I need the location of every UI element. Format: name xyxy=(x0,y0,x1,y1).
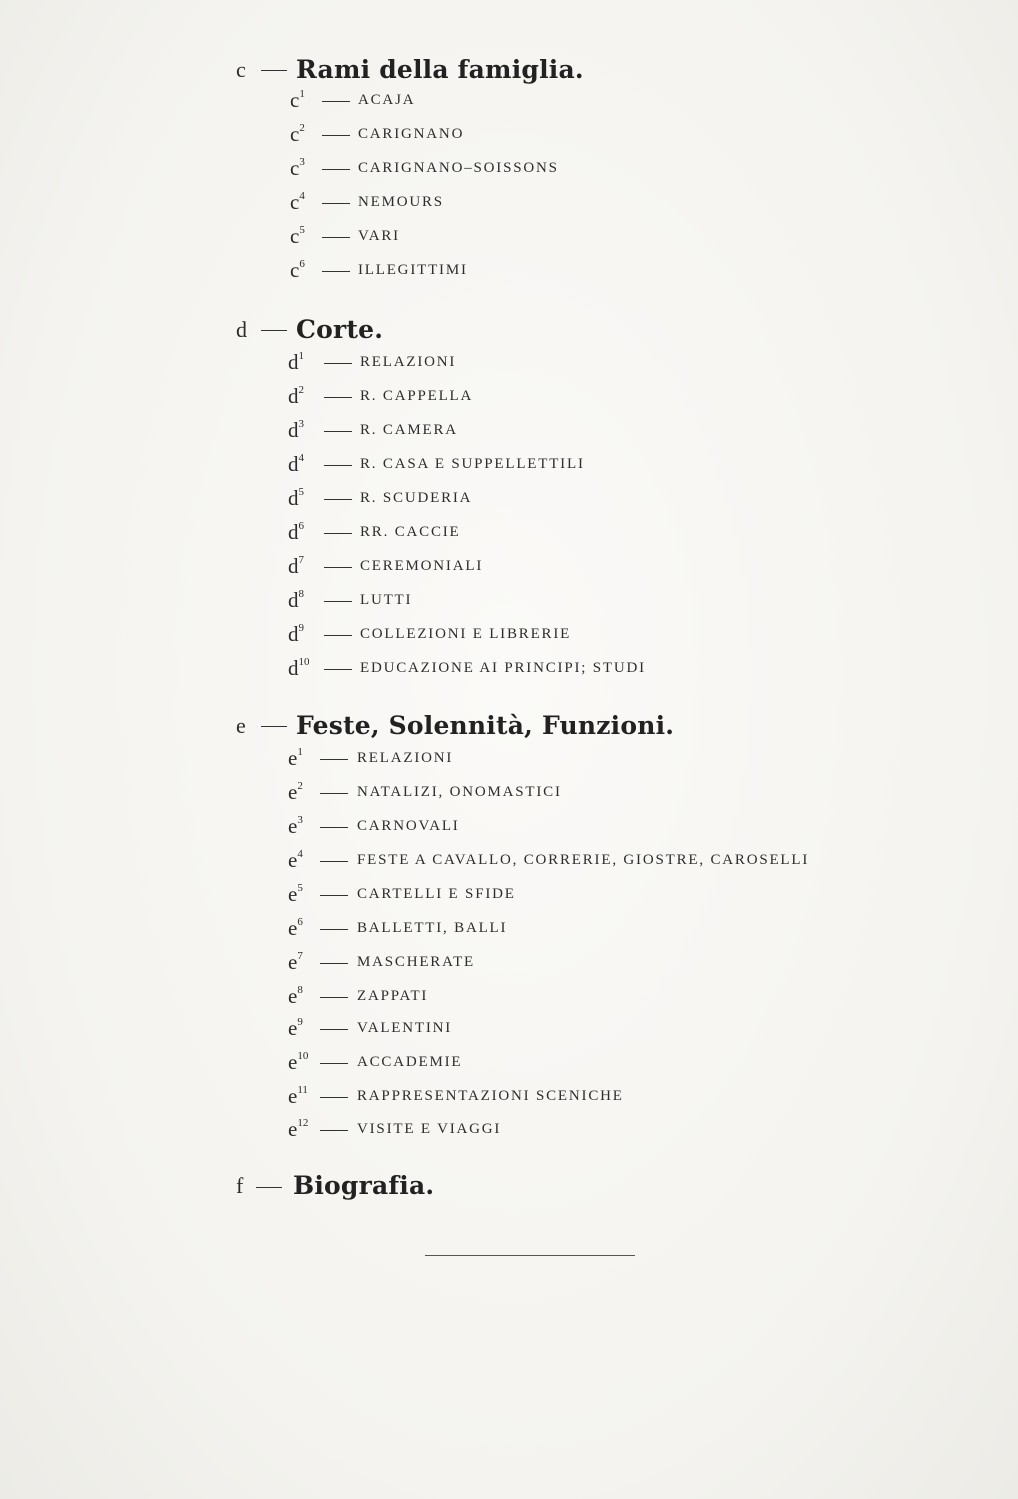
item-label: EDUCAZIONE AI PRINCIPI; STUDI xyxy=(360,660,646,676)
item-label: MASCHERATE xyxy=(357,954,476,970)
item-label: NATALIZI, ONOMASTICI xyxy=(357,784,562,800)
dash xyxy=(320,793,348,794)
item-code: $d^7$ xyxy=(288,554,304,578)
dash xyxy=(320,827,348,828)
dash xyxy=(320,1029,348,1030)
dash xyxy=(324,669,352,670)
item-code: $d^2$ xyxy=(288,384,304,408)
dash xyxy=(261,726,287,727)
item-label: R. CAPPELLA xyxy=(360,388,474,404)
item-code: $d^6$ xyxy=(288,520,304,544)
item-code: $d^1$ xyxy=(288,350,304,374)
item-label: COLLEZIONI E LIBRERIE xyxy=(360,626,572,642)
dash xyxy=(320,861,348,862)
item-label: ACCADEMIE xyxy=(357,1054,463,1070)
section-letter: d xyxy=(236,317,247,342)
dash xyxy=(324,635,352,636)
item-label: R. SCUDERIA xyxy=(360,490,473,506)
item-label: CARIGNANO–SOISSONS xyxy=(358,160,559,176)
dash xyxy=(261,70,287,71)
item-label: ILLEGITTIMI xyxy=(358,262,468,278)
item-code: $e^4$ xyxy=(288,848,303,872)
item-label: CARIGNANO xyxy=(358,126,465,142)
item-code: $d^3$ xyxy=(288,418,304,442)
item-code: $d^8$ xyxy=(288,588,304,612)
section-title: Corte. xyxy=(296,315,384,344)
dash xyxy=(322,169,350,170)
dash xyxy=(324,431,352,432)
dash xyxy=(324,499,352,500)
dash xyxy=(320,1097,348,1098)
item-code: $c^4$ xyxy=(290,190,305,214)
dash xyxy=(322,101,350,102)
item-label: BALLETTI, BALLI xyxy=(357,920,508,936)
item-code: $e^8$ xyxy=(288,984,303,1008)
item-label: VISITE E VIAGGI xyxy=(357,1121,502,1137)
item-label: CARTELLI E SFIDE xyxy=(357,886,516,902)
item-code: $e^5$ xyxy=(288,882,303,906)
dash xyxy=(324,567,352,568)
item-label: ZAPPATI xyxy=(357,988,429,1004)
item-code: $c^2$ xyxy=(290,122,305,146)
item-label: VALENTINI xyxy=(357,1020,453,1036)
item-code: $e^2$ xyxy=(288,780,303,804)
dash xyxy=(324,397,352,398)
item-code: $e^{10}$ xyxy=(288,1050,309,1074)
item-label: R. CAMERA xyxy=(360,422,458,438)
section-letter: e xyxy=(236,713,246,738)
dash xyxy=(324,363,352,364)
item-label: RR. CACCIE xyxy=(360,524,461,540)
end-rule xyxy=(425,1255,635,1256)
dash xyxy=(320,1063,348,1064)
item-label: ACAJA xyxy=(358,92,416,108)
dash xyxy=(256,1187,282,1188)
section-letter: f xyxy=(236,1173,244,1198)
item-code: $e^3$ xyxy=(288,814,303,838)
item-label: CEREMONIALI xyxy=(360,558,484,574)
item-label: RELAZIONI xyxy=(360,354,457,370)
item-label: RAPPRESENTAZIONI SCENICHE xyxy=(357,1088,624,1104)
item-code: $c^1$ xyxy=(290,88,305,112)
dash xyxy=(322,203,350,204)
dash xyxy=(261,330,287,331)
dash xyxy=(324,465,352,466)
item-label: LUTTI xyxy=(360,592,413,608)
section-title: Feste, Solennità, Funzioni. xyxy=(296,711,675,740)
item-code: $c^5$ xyxy=(290,224,305,248)
section-title: Rami della famiglia. xyxy=(296,55,584,84)
dash xyxy=(320,759,348,760)
item-label: VARI xyxy=(358,228,400,244)
item-code: $c^6$ xyxy=(290,258,305,282)
item-code: $d^4$ xyxy=(288,452,304,476)
item-code: $e^{12}$ xyxy=(288,1117,309,1141)
dash xyxy=(320,1130,348,1131)
item-code: $d^5$ xyxy=(288,486,304,510)
item-label: RELAZIONI xyxy=(357,750,454,766)
item-code: $d^9$ xyxy=(288,622,304,646)
dash xyxy=(320,997,348,998)
item-label: NEMOURS xyxy=(358,194,444,210)
dash xyxy=(324,601,352,602)
item-code: $e^9$ xyxy=(288,1016,303,1040)
dash xyxy=(322,237,350,238)
item-code: $e^{11}$ xyxy=(288,1084,308,1108)
dash xyxy=(320,895,348,896)
item-code: $c^3$ xyxy=(290,156,305,180)
dash xyxy=(322,271,350,272)
item-code: $d^{10}$ xyxy=(288,656,310,680)
dash xyxy=(320,963,348,964)
item-label: FESTE A CAVALLO, CORRERIE, GIOSTRE, CAROSELLI xyxy=(357,852,810,868)
dash xyxy=(322,135,350,136)
dash xyxy=(320,929,348,930)
item-code: $e^1$ xyxy=(288,746,303,770)
item-code: $e^6$ xyxy=(288,916,303,940)
item-code: $e^7$ xyxy=(288,950,303,974)
item-label: R. CASA E SUPPELLETTILI xyxy=(360,456,585,472)
section-title: Biografia. xyxy=(293,1171,435,1200)
section-letter: c xyxy=(236,57,246,82)
dash xyxy=(324,533,352,534)
item-label: CARNOVALI xyxy=(357,818,460,834)
